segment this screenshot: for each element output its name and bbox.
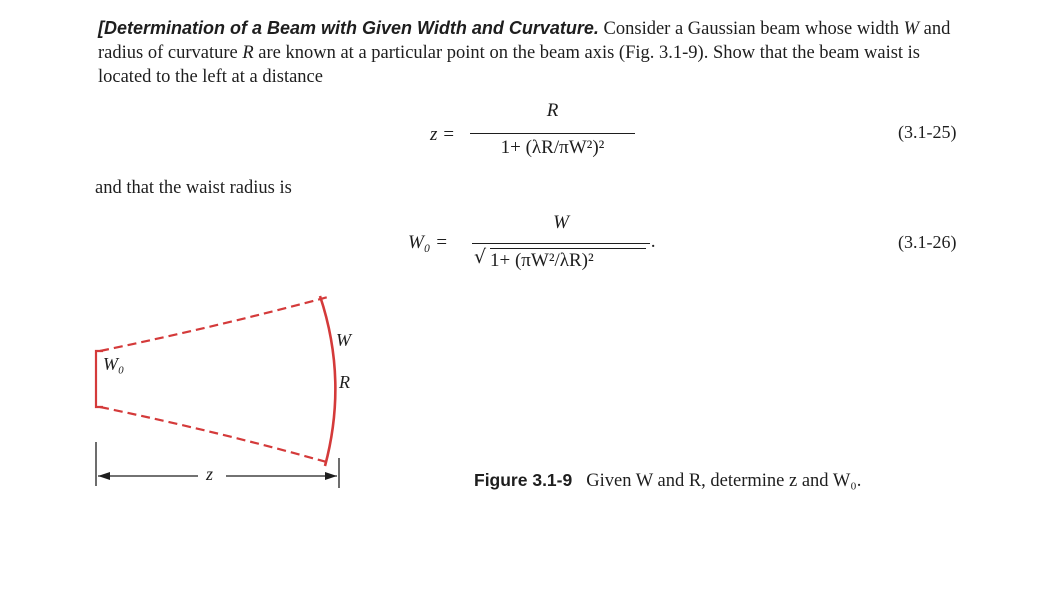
width-label: W: [336, 330, 351, 350]
wavefront-arc: [320, 296, 335, 466]
upper-beam-envelope: [100, 297, 328, 351]
variable-r: R: [242, 43, 254, 63]
lower-beam-envelope: [100, 407, 330, 463]
equation-2-lhs: W₀ =: [408, 232, 449, 253]
problem-body-1: Consider a Gaussian beam whose width: [603, 19, 904, 39]
right-arrowhead: [325, 472, 337, 480]
problem-body-3: are known at a particular point on the beam axis (Fig. 3.1-9). Show that the beam waist is located to the left at a distance: [98, 43, 921, 87]
equation-1-number: (3.1-25): [898, 122, 957, 142]
caption-text: Given W and R, determine z and W₀.: [586, 471, 862, 491]
waist-bracket: [96, 351, 103, 407]
radius-label: R: [339, 372, 350, 392]
problem-body-2: and radius of curvature: [98, 19, 951, 63]
equation-2-denominator: 1+ (πW²/λR)²: [490, 250, 594, 271]
equation-1-denominator: 1+ (λR/πW²)²: [500, 137, 605, 158]
waist-radius-label: W₀: [103, 354, 125, 374]
square-root-sign: √: [474, 246, 487, 268]
equation-1-lhs: z =: [430, 124, 455, 145]
problem-heading: [Determination of a Beam with Given Width and Curvature.: [98, 18, 599, 38]
equation-2-numerator: W: [553, 212, 569, 233]
equation-2-number: (3.1-26): [898, 232, 957, 252]
waist-radius-text: and that the waist radius is: [95, 178, 292, 198]
equation-2-trailing-dot: ·: [650, 236, 657, 257]
equation-1-numerator: R: [546, 100, 559, 121]
variable-w: W: [903, 19, 920, 39]
left-arrowhead: [98, 472, 110, 480]
distance-label: z: [206, 464, 214, 484]
figure-caption: [474, 470, 861, 492]
figure-label: Figure 3.1-9: [474, 470, 573, 490]
